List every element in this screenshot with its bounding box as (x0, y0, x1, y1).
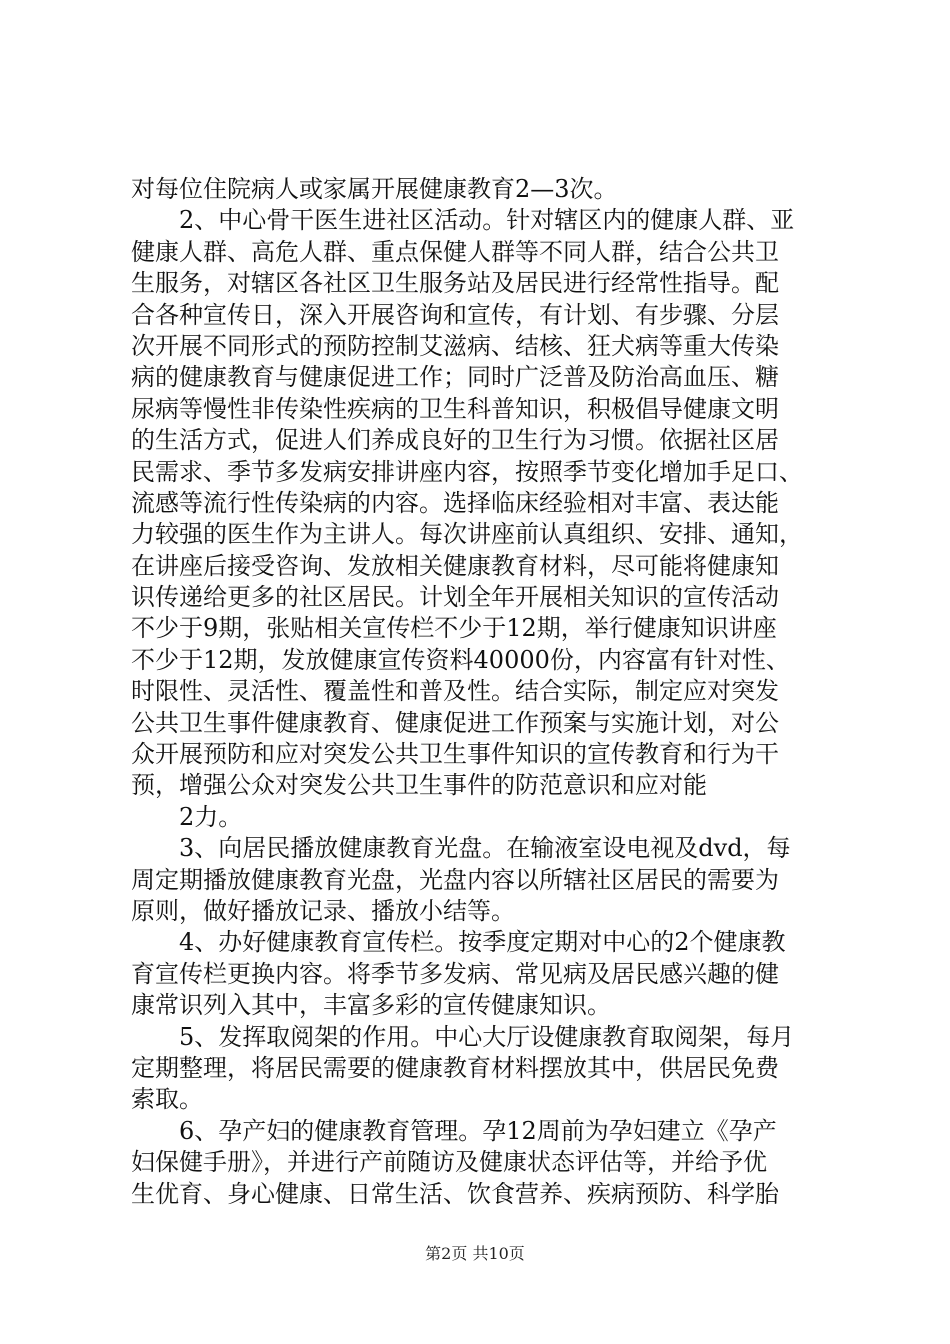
text-line: 妇保健手册》，并进行产前随访及健康状态评估等，并给予优 (131, 1148, 767, 1177)
text-line: 康常识列入其中，丰富多彩的宣传健康知识。 (131, 991, 611, 1020)
text-line: 的生活方式，促进人们养成良好的卫生行为习惯。依据社区居 (131, 426, 779, 455)
text-line: 力较强的医生作为主讲人。每次讲座前认真组织、安排、通知， (131, 520, 803, 549)
text-line: 3、向居民播放健康教育光盘。在输液室设电视及dvd，每 (179, 834, 791, 863)
text-line: 2、中心骨干医生进社区活动。针对辖区内的健康人群、亚 (179, 206, 795, 235)
text-line: 合各种宣传日，深入开展咨询和宣传，有计划、有步骤、分层 (131, 300, 779, 329)
text-line: 2力。 (179, 802, 243, 831)
text-line: 时限性、灵活性、覆盖性和普及性。结合实际，制定应对突发 (131, 677, 779, 706)
page-footer: 第2页 共10页 (425, 1244, 525, 1263)
text-line: 健康人群、高危人群、重点保健人群等不同人群，结合公共卫 (131, 237, 779, 266)
text-line: 生优育、身心健康、日常生活、饮食营养、疾病预防、科学胎 (131, 1179, 779, 1208)
document-body (131, 174, 831, 1210)
text-line: 不少于9期，张贴相关宣传栏不少于12期，举行健康知识讲座 (131, 614, 777, 643)
text-line: 预，增强公众对突发公共卫生事件的防范意识和应对能 (131, 771, 707, 800)
text-line: 尿病等慢性非传染性疾病的卫生科普知识，积极倡导健康文明 (131, 394, 779, 423)
text-line: 原则，做好播放记录、播放小结等。 (131, 896, 515, 925)
text-line: 育宣传栏更换内容。将季节多发病、常见病及居民感兴趣的健 (131, 959, 779, 988)
text-line: 周定期播放健康教育光盘，光盘内容以所辖社区居民的需要为 (131, 865, 779, 894)
text-line: 索取。 (131, 1085, 203, 1114)
text-line: 定期整理，将居民需要的健康教育材料摆放其中，供居民免费 (131, 1053, 779, 1082)
text-line: 对每位住院病人或家属开展健康教育2—3次。 (131, 175, 618, 203)
text-line: 公共卫生事件健康教育、健康促进工作预案与实施计划，对公 (131, 708, 779, 737)
text-line: 民需求、季节多发病安排讲座内容，按照季节变化增加手足口、 (131, 457, 803, 486)
text-line: 4、办好健康教育宣传栏。按季度定期对中心的2个健康教 (179, 928, 786, 957)
text-line: 流感等流行性传染病的内容。选择临床经验相对丰富、表达能 (131, 488, 779, 517)
text-line: 病的健康教育与健康促进工作；同时广泛普及防治高血压、糖 (131, 363, 779, 392)
text-line: 识传递给更多的社区居民。计划全年开展相关知识的宣传活动 (131, 583, 779, 612)
text-line: 在讲座后接受咨询、发放相关健康教育材料，尽可能将健康知 (131, 551, 779, 580)
text-line: 不少于12期，发放健康宣传资料40000份，内容富有针对性、 (131, 645, 790, 674)
text-line: 次开展不同形式的预防控制艾滋病、结核、狂犬病等重大传染 (131, 331, 779, 360)
text-line: 生服务，对辖区各社区卫生服务站及居民进行经常性指导。配 (131, 269, 779, 298)
text-line: 5、发挥取阅架的作用。中心大厅设健康教育取阅架，每月 (179, 1022, 795, 1051)
text-line: 众开展预防和应对突发公共卫生事件知识的宣传教育和行为干 (131, 740, 779, 769)
text-line: 6、孕产妇的健康教育管理。孕12周前为孕妇建立《孕产 (179, 1116, 777, 1145)
